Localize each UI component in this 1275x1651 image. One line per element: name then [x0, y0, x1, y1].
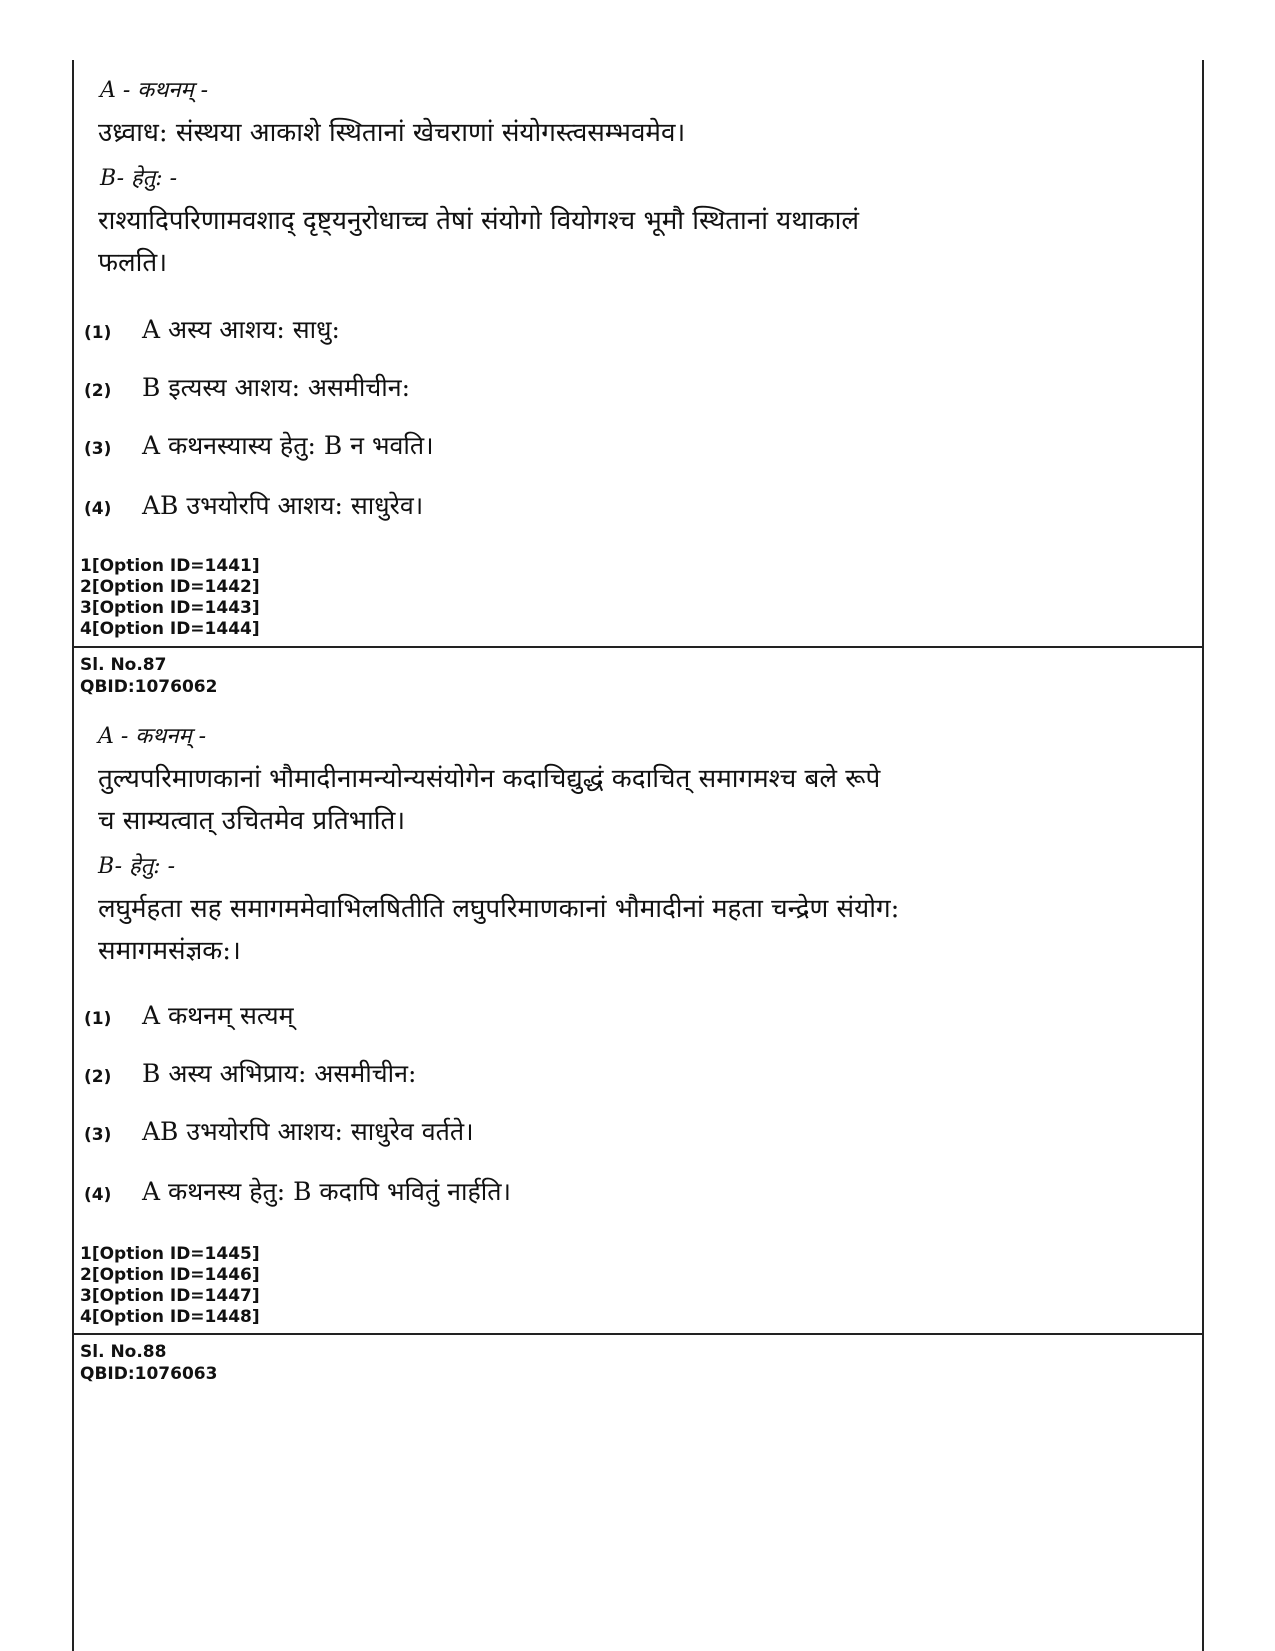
- option-text: A कथनम् सत्यम्: [142, 1001, 294, 1030]
- option-3: [84, 1114, 474, 1148]
- option-1: [84, 312, 340, 346]
- row-divider: [74, 646, 1202, 648]
- option-number: (1): [84, 1009, 112, 1029]
- option-id: 3[Option ID=1447]: [80, 1286, 260, 1306]
- reason-b-line1: राश्यादिपरिणामवशाद् दृष्ट्यनुरोधाच्च तेषां संयोगो वियोगश्च भूमौ स्थितानां यथाकालं: [98, 206, 859, 236]
- statement-a-label: A - कथनम् -: [98, 724, 207, 749]
- question-bank-id: QBID:1076062: [80, 677, 218, 697]
- question-table-frame: [72, 60, 1204, 1651]
- option-text: B इत्यस्य आशय: असमीचीन:: [142, 373, 411, 402]
- option-id: 1[Option ID=1445]: [80, 1244, 260, 1264]
- option-id: 2[Option ID=1442]: [80, 577, 260, 597]
- option-4: [84, 1174, 511, 1208]
- option-number: (2): [84, 1067, 112, 1087]
- option-id-list: [80, 1244, 260, 1328]
- option-2: [84, 370, 410, 404]
- option-1: [84, 998, 294, 1032]
- option-id: 4[Option ID=1448]: [80, 1307, 260, 1327]
- option-id: 3[Option ID=1443]: [80, 598, 260, 618]
- option-text: AB उभयोरपि आशय: साधुरेव।: [142, 491, 424, 520]
- option-text: AB उभयोरपि आशय: साधुरेव वर्तते।: [142, 1117, 474, 1146]
- option-number: (3): [84, 1125, 112, 1145]
- option-text: A कथनस्यास्य हेतु: B न भवति।: [142, 431, 434, 460]
- statement-a-line2: च साम्यत्वात् उचितमेव प्रतिभाति।: [98, 806, 406, 836]
- option-id-list: [80, 556, 260, 640]
- reason-b-line1: लघुर्महता सह समागममेवाभिलषितीति लघुपरिमाणकानां भौमादीनां महता चन्द्रेण संयोग:: [98, 894, 900, 924]
- serial-number: Sl. No.87: [80, 655, 167, 675]
- row-divider: [74, 1333, 1202, 1335]
- option-text: A अस्य आशय: साधु:: [142, 315, 340, 344]
- option-id: 2[Option ID=1446]: [80, 1265, 260, 1285]
- option-number: (4): [84, 1185, 112, 1205]
- question-header: [80, 654, 217, 698]
- statement-a-line1: तुल्यपरिमाणकानां भौमादीनामन्योन्यसंयोगेन कदाचिद्युद्धं कदाचित् समागमश्च बले रूपे: [98, 764, 881, 794]
- reason-b-line2: फलति।: [98, 248, 168, 278]
- option-id: 4[Option ID=1444]: [80, 619, 260, 639]
- option-id: 1[Option ID=1441]: [80, 556, 260, 576]
- reason-b-label: B- हेतु: -: [98, 854, 176, 879]
- option-2: [84, 1056, 416, 1090]
- option-3: [84, 428, 434, 462]
- option-4: [84, 488, 423, 522]
- option-number: (2): [84, 381, 112, 401]
- question-bank-id: QBID:1076063: [80, 1364, 218, 1384]
- statement-a-text: उध्र्वाध: संस्थया आकाशे स्थितानां खेचराणां संयोगस्त्वसम्भवमेव।: [98, 118, 686, 148]
- option-text: B अस्य अभिप्राय: असमीचीन:: [142, 1059, 417, 1088]
- option-number: (3): [84, 439, 112, 459]
- reason-b-line2: समागमसंज्ञक:।: [98, 936, 241, 966]
- option-number: (4): [84, 499, 112, 519]
- option-text: A कथनस्य हेतु: B कदापि भवितुं नार्हति।: [142, 1177, 511, 1206]
- serial-number: Sl. No.88: [80, 1342, 167, 1362]
- reason-b-label: B- हेतु: -: [100, 166, 178, 191]
- question-header: [80, 1341, 217, 1385]
- statement-a-label: A - कथनम् -: [100, 78, 209, 103]
- option-number: (1): [84, 323, 112, 343]
